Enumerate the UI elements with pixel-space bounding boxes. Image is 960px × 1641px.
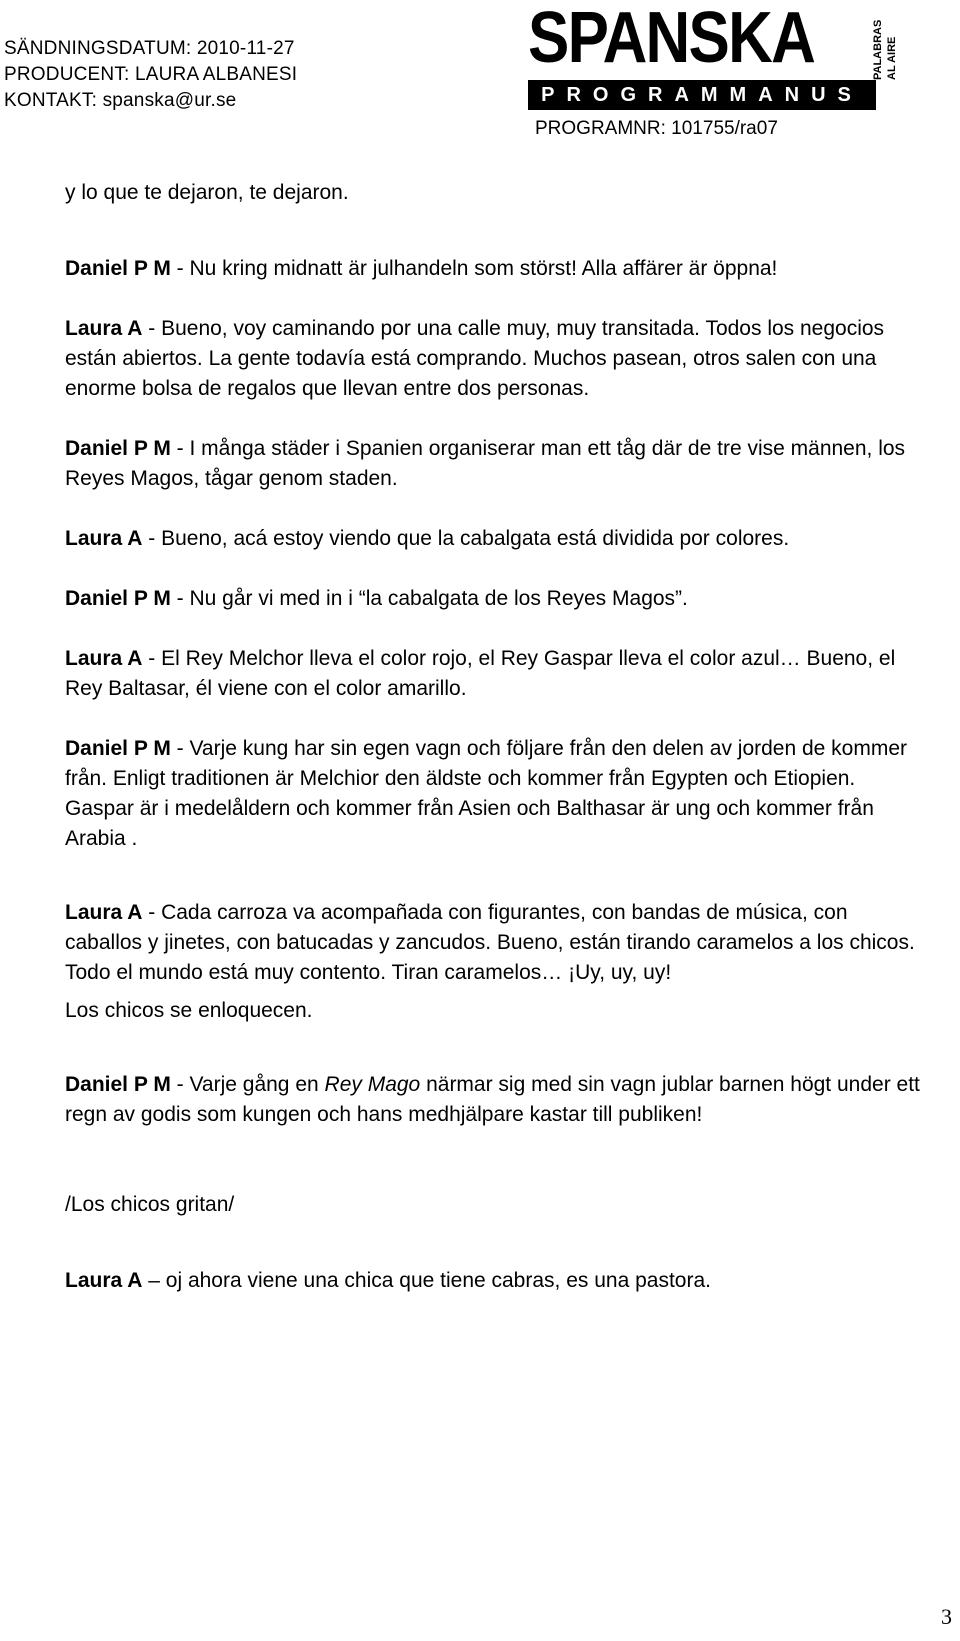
paragraph-text: närmar sig med sin vagn jublar barnen högt under ett regn av godis som kungen och hans medhjälpare kastar till publiken! xyxy=(65,1073,920,1126)
paragraph-text: - Bueno, voy caminando por una calle muy, muy transitada. Todos los negocios están abiertos. La gente todavía está comprando. Muchos pasean, otros salen con una enorme bolsa de regalos que llevan entre dos personas. xyxy=(65,317,885,400)
speaker-name: Daniel P M xyxy=(65,737,171,760)
speaker-name: Laura A xyxy=(65,317,143,340)
logo-tagline-line1: PALABRAS xyxy=(872,19,884,80)
paragraph-text: Los chicos se enloquecen. xyxy=(65,999,313,1022)
speaker-name: Laura A xyxy=(65,1269,143,1292)
broadcast-date: SÄNDNINGSDATUM: 2010-11-27 xyxy=(4,38,295,59)
paragraph xyxy=(65,524,925,554)
program-number: PROGRAMNR: 101755/ra07 xyxy=(535,118,778,139)
paragraph-text: – oj ahora viene una chica que tiene cabras, es una pastora. xyxy=(142,1269,711,1292)
paragraph-text: - Nu kring midnatt är julhandeln som störst! Alla affärer är öppna! xyxy=(170,257,778,280)
paragraph xyxy=(65,254,925,284)
speaker-name: Laura A xyxy=(65,901,143,924)
paragraph-text: - Bueno, acá estoy viendo que la cabalgata está dividida por colores. xyxy=(142,527,790,550)
paragraph xyxy=(65,1266,925,1296)
contact: KONTAKT: spanska@ur.se xyxy=(4,90,237,111)
producer: PRODUCENT: LAURA ALBANESI xyxy=(4,64,298,85)
paragraph-text: - Cada carroza va acompañada con figurantes, con bandas de música, con caballos y jinetes, con batucadas y zancudos. Bueno, están tirando caramelos a los chicos. Todo el mundo está muy contento. Tiran caramelos… ¡Uy, uy, uy! xyxy=(65,901,915,984)
logo-wordmark: SPANSKA xyxy=(528,0,815,78)
paragraph xyxy=(65,434,925,494)
speaker-name: Daniel P M xyxy=(65,437,171,460)
speaker-name: Daniel P M xyxy=(65,587,171,610)
paragraph-italic-text: Rey Mago xyxy=(324,1073,421,1096)
transcript xyxy=(65,178,925,1296)
paragraph-text: y lo que te dejaron, te dejaron. xyxy=(65,181,349,204)
paragraph-text: - Varje gång en xyxy=(170,1073,325,1096)
paragraph-text: - El Rey Melchor lleva el color rojo, el Rey Gaspar lleva el color azul… Bueno, el Rey Baltasar, él viene con el color amarillo. xyxy=(65,647,896,700)
paragraph xyxy=(65,1190,925,1220)
paragraph xyxy=(65,898,925,988)
logo-tagline xyxy=(870,6,902,82)
speaker-name: Daniel P M xyxy=(65,257,171,280)
paragraph-text: /Los chicos gritan/ xyxy=(65,1193,235,1216)
logo-tagline-line2: AL AIRE xyxy=(886,36,898,80)
paragraph xyxy=(65,178,925,208)
paragraph-text: - Varje kung har sin egen vagn och följare från den delen av jorden de kommer från. Enligt traditionen är Melchior den äldste och kommer från Egypten och Etiopien. Gaspar är i medelåldern och kommer från Asien och Balthasar är ung och kommer från Arabia . xyxy=(65,737,908,850)
speaker-name: Daniel P M xyxy=(65,1073,171,1096)
speaker-name: Laura A xyxy=(65,647,143,670)
paragraph-text: - I många städer i Spanien organiserar man ett tåg där de tre vise männen, los Reyes Magos, tågar genom staden. xyxy=(65,437,906,490)
paragraph xyxy=(65,644,925,704)
paragraph-text: - Nu går vi med in i “la cabalgata de los Reyes Magos”. xyxy=(170,587,688,610)
paragraph xyxy=(65,734,925,854)
document-header xyxy=(4,36,297,114)
paragraph xyxy=(65,996,925,1026)
speaker-name: Laura A xyxy=(65,527,143,550)
page-number: 3 xyxy=(941,1604,952,1629)
logo xyxy=(528,0,958,114)
paragraph xyxy=(65,1070,925,1130)
paragraph xyxy=(65,584,925,614)
paragraph xyxy=(65,314,925,404)
logo-subtitle: PROGRAMMANUS xyxy=(528,80,876,110)
